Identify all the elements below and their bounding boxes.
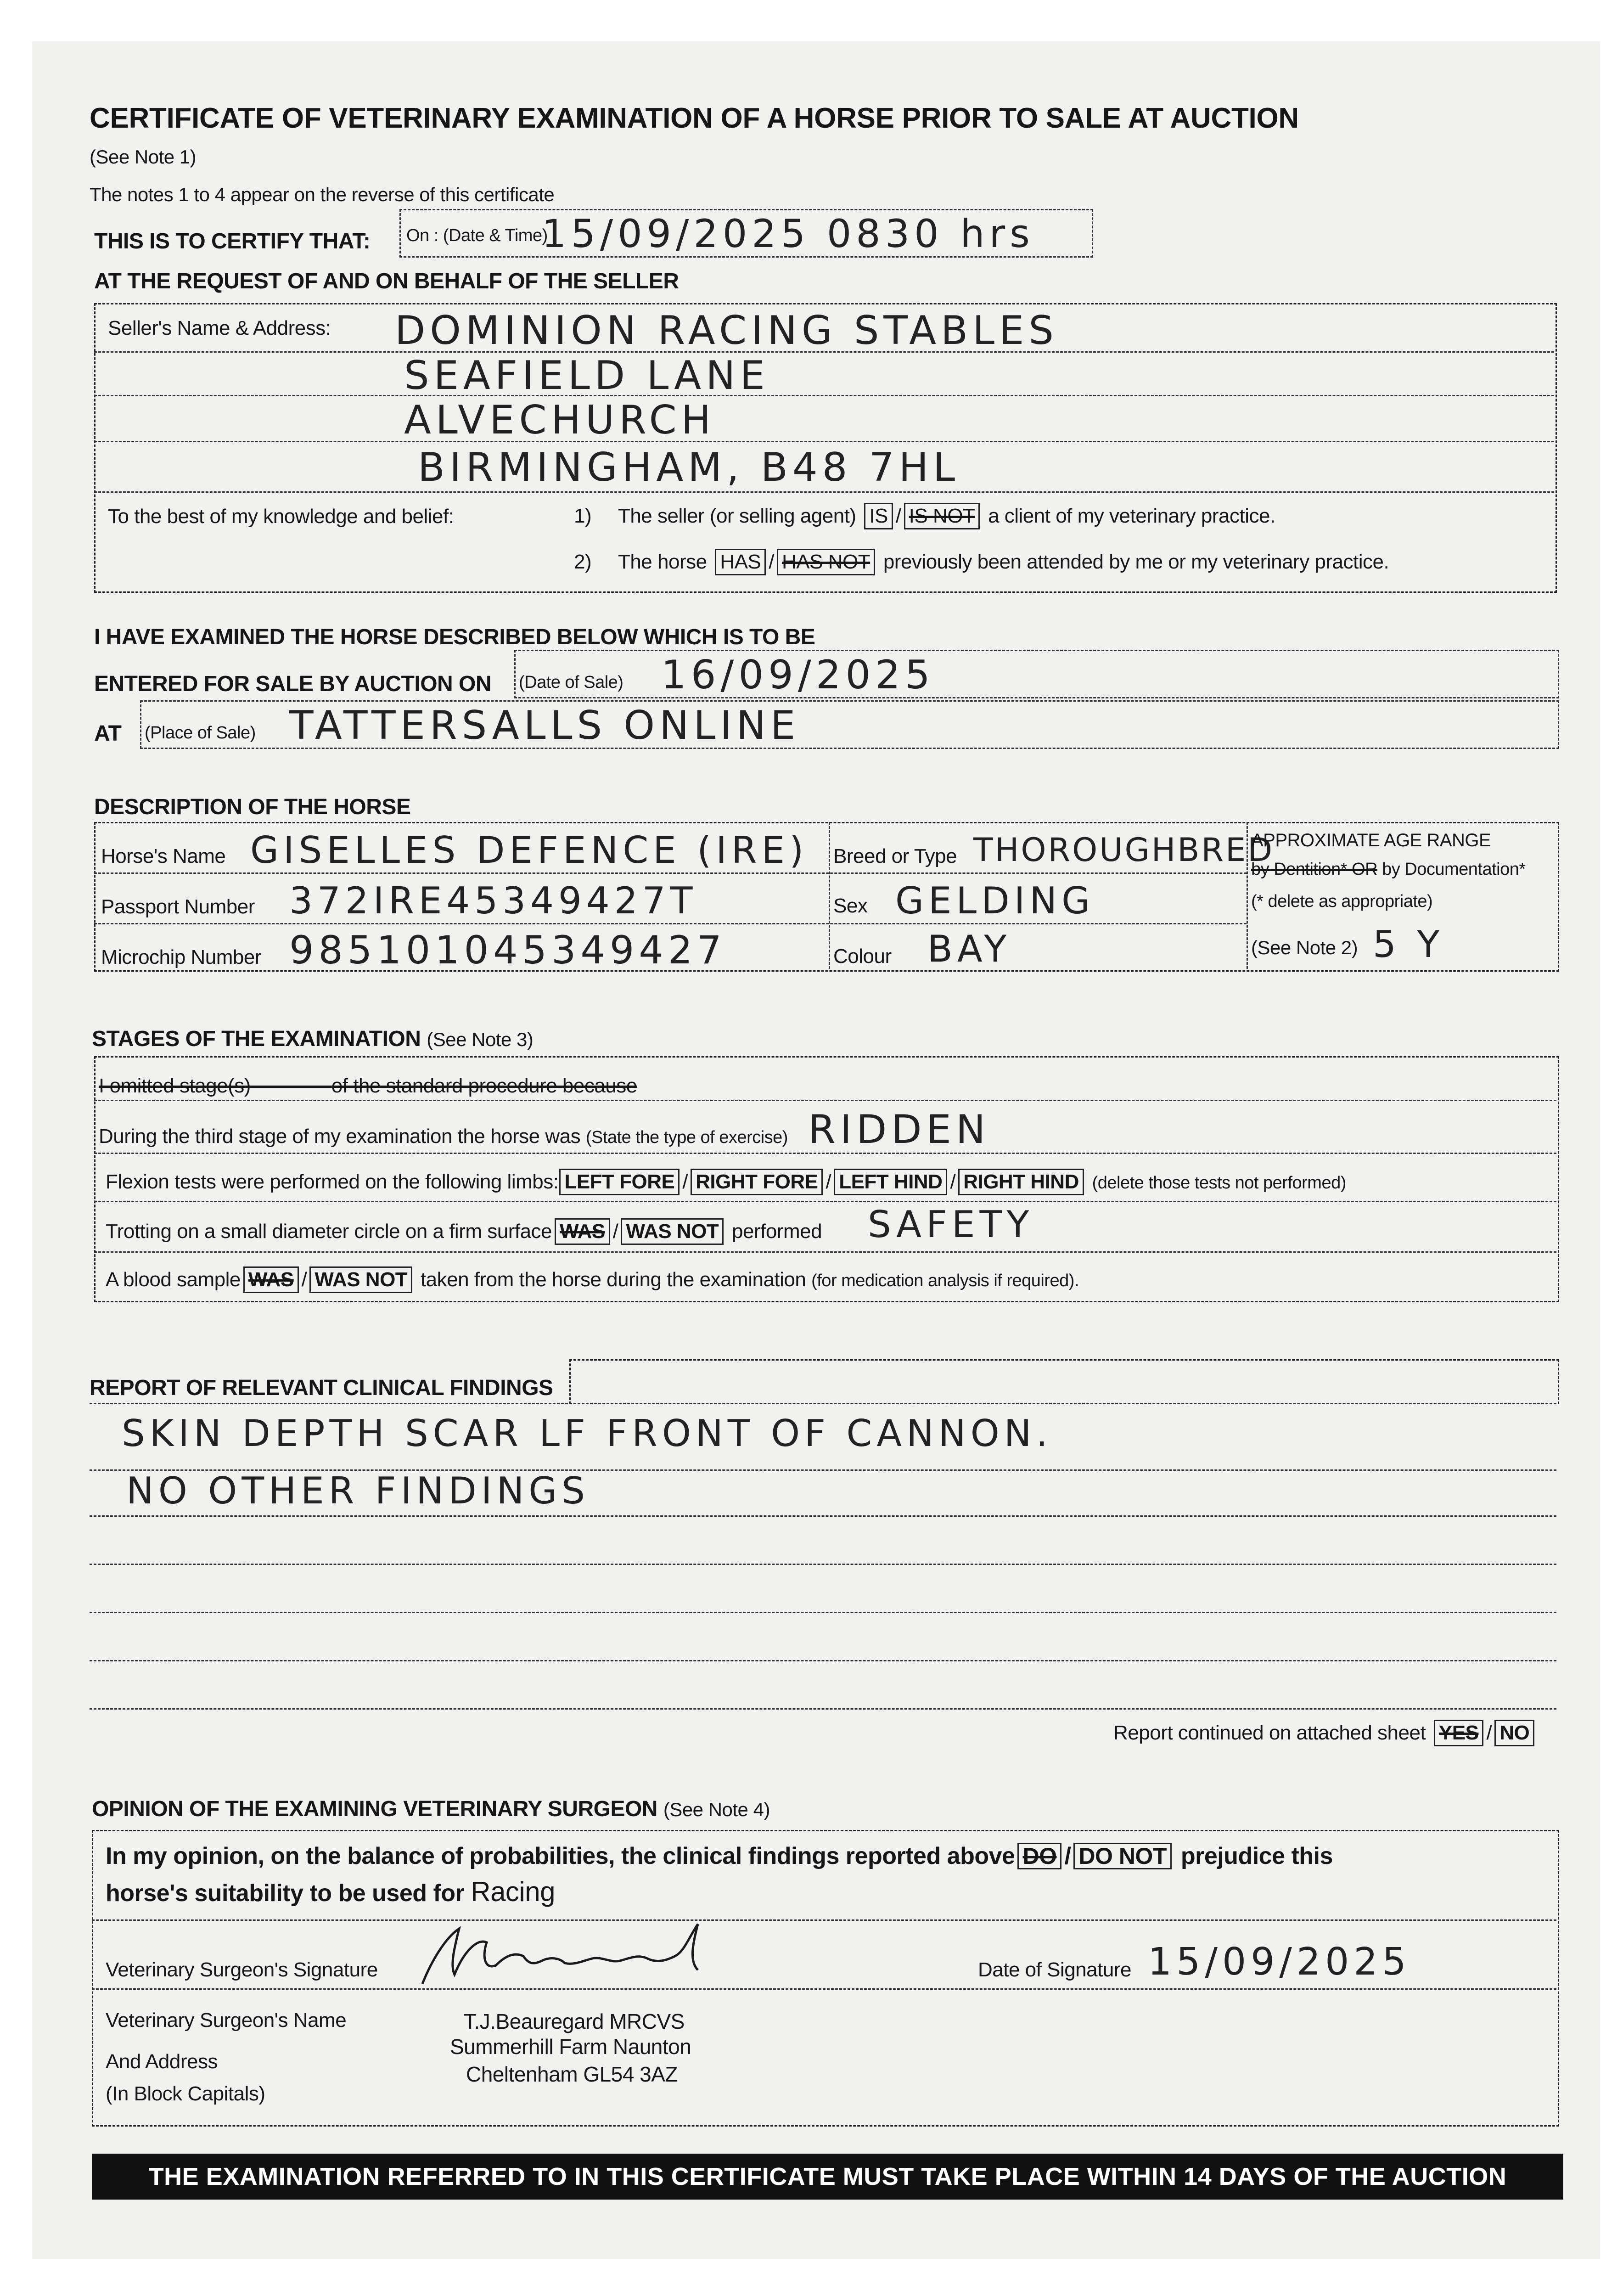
horse-name-label: Horse's Name	[101, 845, 226, 867]
vet-name-label: Veterinary Surgeon's Name	[106, 2009, 347, 2032]
age-by-documentation[interactable]: by Documentation*	[1382, 860, 1526, 879]
seller-line-2[interactable]: SEAFIELD LANE	[404, 353, 769, 399]
opinion-do-not-option[interactable]: DO NOT	[1073, 1843, 1171, 1869]
knowledge-label: To the best of my knowledge and belief:	[108, 505, 454, 528]
block-capitals-label: (In Block Capitals)	[106, 2082, 265, 2105]
seller-line-4[interactable]: BIRMINGHAM, B48 7HL	[418, 445, 960, 490]
signature-scribble	[404, 1919, 771, 1988]
trot-reason-value[interactable]: SAFETY	[868, 1203, 1034, 1246]
third-stage-label: During the third stage of my examination the horse was (State the type of exercise)	[99, 1125, 788, 1148]
horse-has-not-option[interactable]: HAS NOT	[777, 549, 875, 575]
vet-address-line-1: Summerhill Farm Naunton	[450, 2035, 691, 2059]
sale-place-label: (Place of Sale)	[145, 723, 256, 743]
microchip-value[interactable]: 985101045349427	[289, 928, 726, 973]
blood-line: A blood sample WAS / WAS NOT taken from the horse during the examination (for medication analysis if required).	[106, 1266, 1079, 1293]
flexion-right-hind[interactable]: RIGHT HIND	[958, 1169, 1084, 1195]
flexion-line: Flexion tests were performed on the following limbs: LEFT FORE / RIGHT FORE / LEFT HIND / RIGHT HIND (delete those tests not performed)	[106, 1169, 1346, 1195]
knowledge-item-1: 1) The seller (or selling agent) IS / IS NOT a client of my veterinary practice.	[574, 503, 1275, 529]
opinion-text-line-1: In my opinion, on the balance of probabilities, the clinical findings reported above DO / DO NOT prejudice this	[106, 1843, 1333, 1869]
opinion-do-option[interactable]: DO	[1017, 1843, 1061, 1869]
request-heading: AT THE REQUEST OF AND ON BEHALF OF THE SELLER	[94, 269, 679, 293]
certify-datetime-value: 15/09/2025 0830 hrs	[542, 211, 1034, 256]
footer-banner: THE EXAMINATION REFERRED TO IN THIS CERTIFICATE MUST TAKE PLACE WITHIN 14 DAYS OF THE AUCTION	[92, 2154, 1563, 2200]
report-heading-box	[569, 1359, 1559, 1404]
passport-label: Passport Number	[101, 895, 255, 918]
knowledge-item-2: 2) The horse HAS / HAS NOT previously been attended by me or my veterinary practice.	[574, 549, 1389, 575]
stages-heading: STAGES OF THE EXAMINATION (See Note 3)	[92, 1027, 534, 1051]
sale-date-value: 16/09/2025	[661, 652, 935, 698]
seller-line-1[interactable]: DOMINION RACING STABLES	[395, 308, 1058, 354]
sale-date-label: (Date of Sale)	[519, 673, 623, 692]
age-heading: APPROXIMATE AGE RANGE	[1251, 830, 1491, 850]
flexion-left-hind[interactable]: LEFT HIND	[834, 1169, 947, 1195]
description-heading: DESCRIPTION OF THE HORSE	[94, 795, 411, 819]
age-by-dentition[interactable]: by Dentition* OR	[1251, 860, 1378, 879]
flexion-right-fore[interactable]: RIGHT FORE	[691, 1169, 823, 1195]
vet-name-value: T.J.Beauregard MRCVS	[464, 2009, 685, 2033]
flexion-left-fore[interactable]: LEFT FORE	[559, 1169, 680, 1195]
vet-address-line-2: Cheltenham GL54 3AZ	[466, 2062, 678, 2086]
breed-label: Breed or Type	[833, 845, 957, 867]
continued-yes-option[interactable]: YES	[1434, 1720, 1484, 1746]
report-continued: Report continued on attached sheet YES / NO	[1113, 1720, 1537, 1746]
signature-label: Veterinary Surgeon's Signature	[106, 1958, 378, 1981]
trot-line: Trotting on a small diameter circle on a firm surface WAS / WAS NOT performed	[106, 1218, 822, 1245]
opinion-text-line-2: horse's suitability to be used for Racing	[106, 1876, 556, 1907]
certify-label: THIS IS TO CERTIFY THAT:	[94, 229, 371, 253]
age-note-label: (See Note 2)	[1251, 937, 1358, 958]
age-delete-note: (* delete as appropriate)	[1251, 892, 1433, 911]
age-value[interactable]: 5 Y	[1373, 923, 1444, 966]
signature[interactable]	[404, 1919, 771, 1988]
sex-value[interactable]: GELDING	[895, 879, 1095, 922]
notes-text: The notes 1 to 4 appear on the reverse of this certificate	[90, 184, 555, 205]
date-of-signature-value[interactable]: 15/09/2025	[1148, 1940, 1411, 1984]
seller-is-not-option[interactable]: IS NOT	[904, 503, 980, 529]
omitted-stages-line: I omitted stage(s) of the standard procedure because	[99, 1075, 637, 1097]
date-of-signature-label: Date of Signature	[978, 1958, 1131, 1981]
opinion-use-value[interactable]: Racing	[471, 1876, 556, 1907]
horse-has-option[interactable]: HAS	[715, 549, 766, 575]
microchip-label: Microchip Number	[101, 946, 261, 968]
blood-was-not-option[interactable]: WAS NOT	[309, 1266, 412, 1293]
seller-label: Seller's Name & Address:	[108, 317, 331, 339]
certificate-title: CERTIFICATE OF VETERINARY EXAMINATION OF A HORSE PRIOR TO SALE AT AUCTION	[90, 102, 1299, 134]
trot-was-not-option[interactable]: WAS NOT	[621, 1218, 724, 1245]
entered-label: ENTERED FOR SALE BY AUCTION ON	[94, 672, 492, 696]
passport-value[interactable]: 372IRE45349427T	[289, 879, 697, 922]
colour-label: Colour	[833, 945, 892, 968]
third-stage-value[interactable]: RIDDEN	[808, 1107, 990, 1153]
report-heading: REPORT OF RELEVANT CLINICAL FINDINGS	[90, 1376, 553, 1400]
sale-place-value: TATTERSALLS ONLINE	[289, 703, 800, 748]
certify-on-label: On : (Date & Time)	[406, 226, 548, 245]
opinion-heading: OPINION OF THE EXAMINING VETERINARY SURGEON (See Note 4)	[92, 1797, 770, 1821]
age-method	[1251, 860, 1526, 879]
at-label: AT	[94, 721, 122, 746]
colour-value[interactable]: BAY	[927, 928, 1011, 970]
seller-line-3[interactable]: ALVECHURCH	[404, 397, 716, 443]
seller-is-option[interactable]: IS	[864, 503, 893, 529]
report-line-1[interactable]: SKIN DEPTH SCAR LF FRONT OF CANNON.	[122, 1412, 1052, 1455]
vet-address-label: And Address	[106, 2050, 218, 2073]
horse-name-value[interactable]: GISELLES DEFENCE (IRE)	[250, 829, 809, 872]
breed-value[interactable]: THOROUGHBRED	[973, 831, 1275, 869]
report-line-2[interactable]: NO OTHER FINDINGS	[126, 1469, 590, 1512]
blood-was-option[interactable]: WAS	[243, 1266, 299, 1293]
trot-was-option[interactable]: WAS	[555, 1218, 610, 1245]
see-note-1: (See Note 1)	[90, 146, 197, 168]
continued-no-option[interactable]: NO	[1494, 1720, 1534, 1746]
examined-heading: I HAVE EXAMINED THE HORSE DESCRIBED BELOW WHICH IS TO BE	[94, 625, 815, 649]
sex-label: Sex	[833, 895, 868, 917]
